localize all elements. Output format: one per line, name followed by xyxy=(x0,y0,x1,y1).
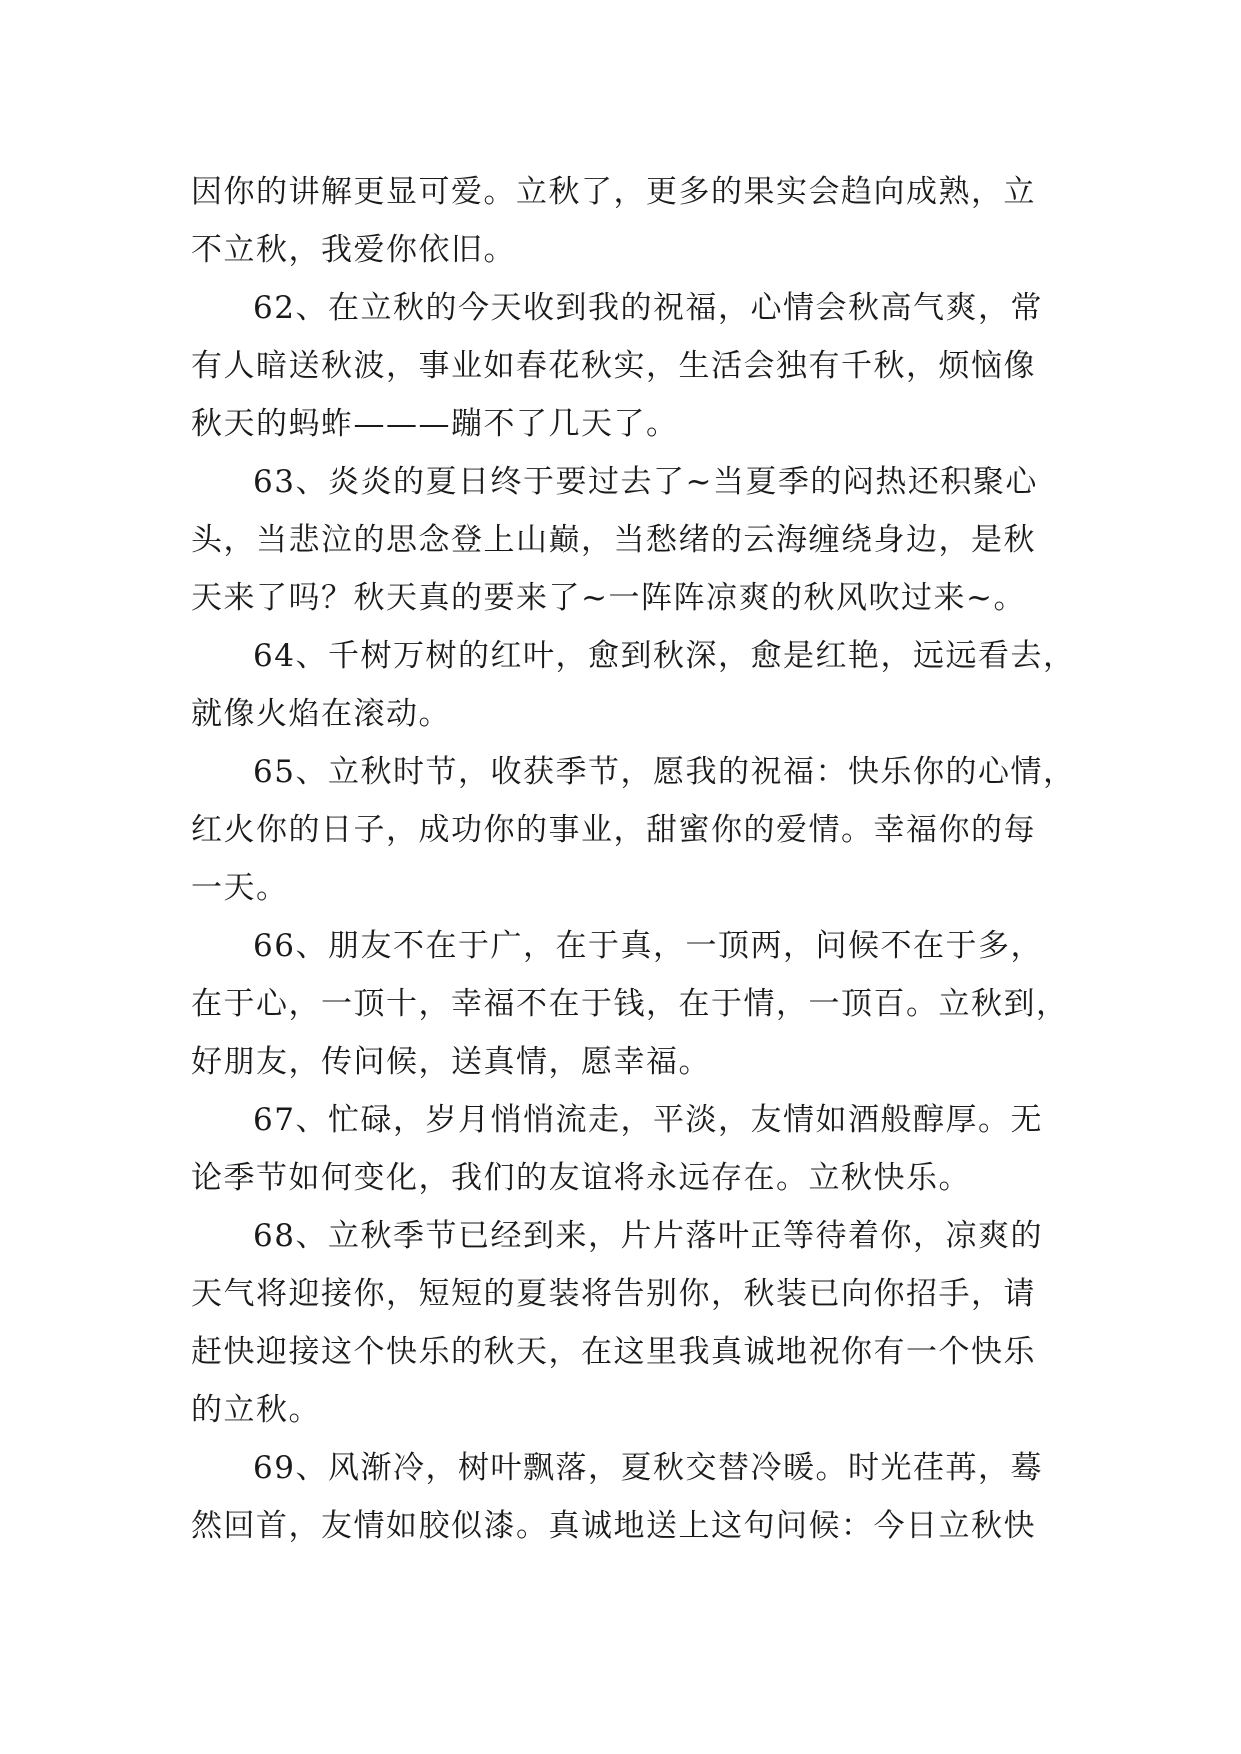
text-line: 有人暗送秋波，事业如春花秋实，生活会独有千秋，烦恼像 xyxy=(191,348,1036,384)
text-line: 好朋友，传问候，送真情，愿幸福。 xyxy=(191,1044,711,1080)
text-line: 秋天的蚂蚱———蹦不了几天了。 xyxy=(191,406,679,442)
paragraph-start-66: 66、朋友不在于广，在于真，一顶两，问候不在于多， xyxy=(253,928,1043,964)
text-line: 然回首，友情如胶似漆。真诚地送上这句问候：今日立秋快 xyxy=(191,1508,1036,1544)
text-line: 的立秋。 xyxy=(191,1392,321,1428)
paragraph-start-62: 62、在立秋的今天收到我的祝福，心情会秋高气爽，常 xyxy=(253,290,1043,326)
text-line: 因你的讲解更显可爱。立秋了，更多的果实会趋向成熟，立 xyxy=(191,174,1036,210)
text-line: 天气将迎接你，短短的夏装将告别你，秋装已向你招手，请 xyxy=(191,1276,1036,1312)
text-line: 赶快迎接这个快乐的秋天，在这里我真诚地祝你有一个快乐 xyxy=(191,1334,1036,1370)
paragraph-start-69: 69、风渐冷，树叶飘落，夏秋交替冷暖。时光荏苒，蓦 xyxy=(253,1450,1043,1486)
text-line: 红火你的日子，成功你的事业，甜蜜你的爱情。幸福你的每 xyxy=(191,812,1036,848)
text-line: 天来了吗？秋天真的要来了~一阵阵凉爽的秋风吹过来~。 xyxy=(191,580,1026,616)
text-line: 就像火焰在滚动。 xyxy=(191,696,451,732)
text-line: 一天。 xyxy=(191,870,289,906)
text-line: 在于心，一顶十，幸福不在于钱，在于情，一顶百。立秋到， xyxy=(191,986,1069,1022)
text-line: 论季节如何变化，我们的友谊将永远存在。立秋快乐。 xyxy=(191,1160,971,1196)
document-body xyxy=(191,163,1076,1555)
paragraph-start-68: 68、立秋季节已经到来，片片落叶正等待着你，凉爽的 xyxy=(253,1218,1043,1254)
paragraph-start-65: 65、立秋时节，收获季节，愿我的祝福：快乐你的心情， xyxy=(253,754,1076,790)
text-line: 不立秋，我爱你依旧。 xyxy=(191,232,516,268)
paragraph-start-63: 63、炎炎的夏日终于要过去了~当夏季的闷热还积聚心 xyxy=(253,464,1038,500)
paragraph-start-64: 64、千树万树的红叶，愈到秋深，愈是红艳，远远看去， xyxy=(253,638,1076,674)
text-line: 头，当悲泣的思念登上山巅，当愁绪的云海缠绕身边，是秋 xyxy=(191,522,1036,558)
paragraph-start-67: 67、忙碌，岁月悄悄流走，平淡，友情如酒般醇厚。无 xyxy=(253,1102,1043,1138)
